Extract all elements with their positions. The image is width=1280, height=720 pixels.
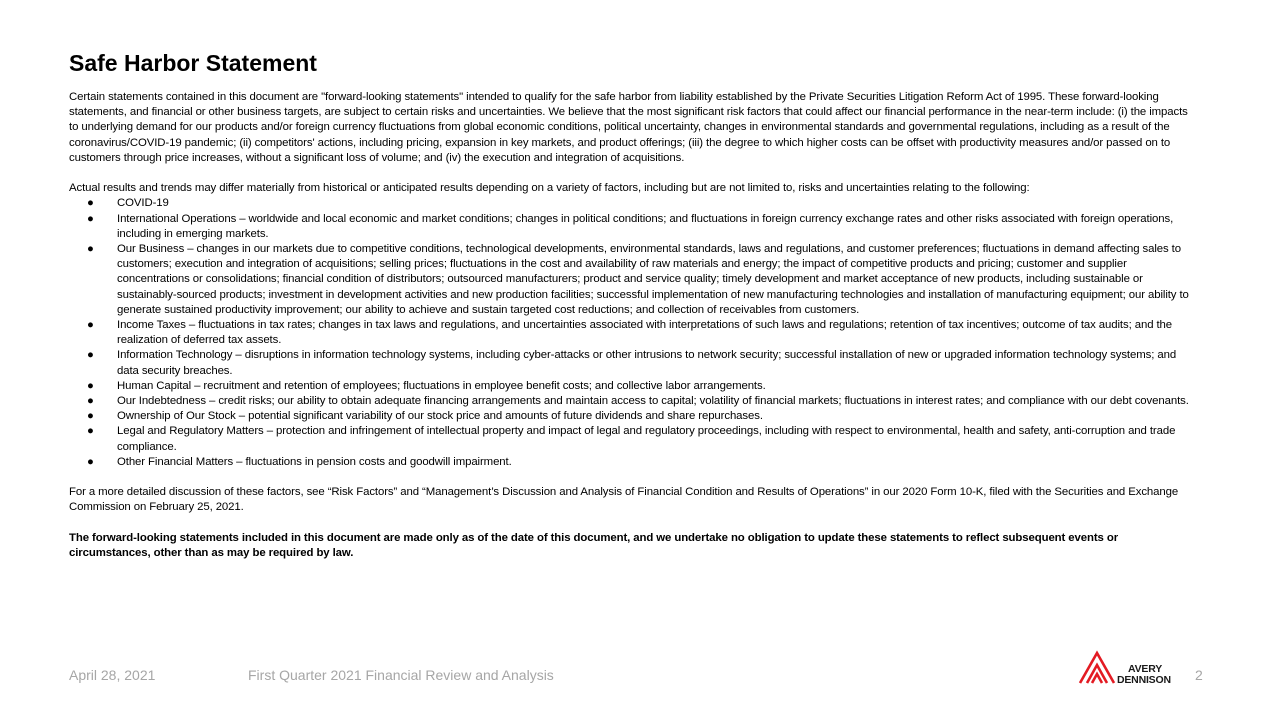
detailed-discussion-paragraph: For a more detailed discussion of these factors, see “Risk Factors” and “Management’s Discussion and Analysis of Financial Condition and Results of Operations” in our 2020 Form 10-K, filed with the Securities and Exchange Commission on February 25, 2021. xyxy=(69,486,1179,514)
logo-line-dennison: DENNISON xyxy=(1117,674,1171,686)
statement-body xyxy=(69,90,1191,561)
list-item: ● Information Technology – disruptions in information technology systems, including cyber-attacks or other intrusions to network security; successful installation of new or upgraded information technology systems; and data security breaches. xyxy=(87,349,1177,377)
list-item: ● COVID-19 xyxy=(69,196,1191,211)
bullet-icon: ● xyxy=(87,349,94,362)
logo-wordmark xyxy=(1117,664,1171,686)
logo-line-avery: AVERY xyxy=(1128,663,1163,675)
bullet-icon: ● xyxy=(87,410,94,423)
bullet-icon: ● xyxy=(87,197,94,210)
bullet-icon: ● xyxy=(87,379,94,392)
footer-date: April 28, 2021 xyxy=(69,667,156,683)
bullet-icon: ● xyxy=(87,212,94,225)
list-item: ● Our Indebtedness – credit risks; our ability to obtain adequate financing arrangements and maintain access to capital; volatility of financial markets; fluctuations in interest rates; and compliance with our debt covenants. xyxy=(69,394,1191,409)
list-item: ● International Operations – worldwide and local economic and market conditions; changes in political conditions; and fluctuations in foreign currency exchange rates and other risks associated with foreign operations, including in emerging markets. xyxy=(87,212,1174,240)
list-item: ● Ownership of Our Stock – potential significant variability of our stock price and amounts of future dividends and share repurchases. xyxy=(69,409,1191,424)
bullet-icon: ● xyxy=(87,319,94,332)
list-item: ● Income Taxes – fluctuations in tax rates; changes in tax laws and regulations, and uncertainties associated with interpretations of such laws and regulations; retention of tax incentives; outcome of tax audits; and the realization of deferred tax assets. xyxy=(87,319,1173,347)
list-item: ● Legal and Regulatory Matters – protection and infringement of intellectual property and impact of legal and regulatory proceedings, including with respect to environmental, health and safety, anti-corruption and trade compliance. xyxy=(87,425,1176,453)
intro-paragraph: Certain statements contained in this document are "forward-looking statements" intended to qualify for the safe harbor from liability established by the Private Securities Litigation Reform Act of 1995. These forward-looking statements, and financial or other business targets, are subject to certain risks and uncertainties. We believe that the most significant risk factors that could affect our financial performance in the near-term include: (i) the impacts to underlying demand for our products and/or foreign currency fluctuations from global economic conditions, political uncertainty, changes in environmental standards and governmental regulations, including as a result of the coronavirus/COVID-19 pandemic; (ii) competitors' actions, including pricing, expansion in key markets, and product offerings; (iii) the degree to which higher costs can be offset with productivity measures and/or passed on to customers through price increases, without a significant loss of volume; and (iv) the execution and integration of acquisitions. xyxy=(69,91,1188,164)
bullet-icon: ● xyxy=(87,425,94,438)
bullet-icon: ● xyxy=(87,243,94,256)
page-title: Safe Harbor Statement xyxy=(69,50,317,76)
list-item: ● Our Business – changes in our markets due to competitive conditions, technological developments, environmental standards, laws and regulations, and customer preferences; fluctuations in demand affecting sales to customers; execution and integration of acquisitions; selling prices; fluctuations in the cost and availability of raw materials and energy; the impact of competitive products and pricing; customer and supplier concentrations or consolidations; financial condition of distributors; outsourced manufacturers; product and service quality; timely development and market acceptance of new products, including sustainable or sustainably-sourced products; investment in development activities and new production facilities; successful implementation of new manufacturing technologies and installation of manufacturing equipment; our ability to generate sustained productivity improvement; our ability to achieve and sustain targeted cost reductions; and collection of receivables from customers. xyxy=(87,243,1189,316)
footer-title: First Quarter 2021 Financial Review and Analysis xyxy=(248,667,554,683)
risk-factor-list xyxy=(69,196,1191,470)
disclaimer-paragraph: The forward-looking statements included in this document are made only as of the date of this document, and we undertake no obligation to update these statements to reflect subsequent events or circumstances, other than as may be required by law. xyxy=(69,531,1119,560)
page-number: 2 xyxy=(1195,667,1203,683)
bullet-icon: ● xyxy=(87,455,94,468)
bullet-icon: ● xyxy=(87,395,94,408)
factors-intro-paragraph: Actual results and trends may differ materially from historical or anticipated results depending on a variety of factors, including but are not limited to, risks and uncertainties relating to the following: xyxy=(69,182,1030,195)
list-item: ● Human Capital – recruitment and retention of employees; fluctuations in employee benefit costs; and collective labor arrangements. xyxy=(69,379,1191,394)
list-item: ● Other Financial Matters – fluctuations in pension costs and goodwill impairment. xyxy=(69,455,1191,470)
